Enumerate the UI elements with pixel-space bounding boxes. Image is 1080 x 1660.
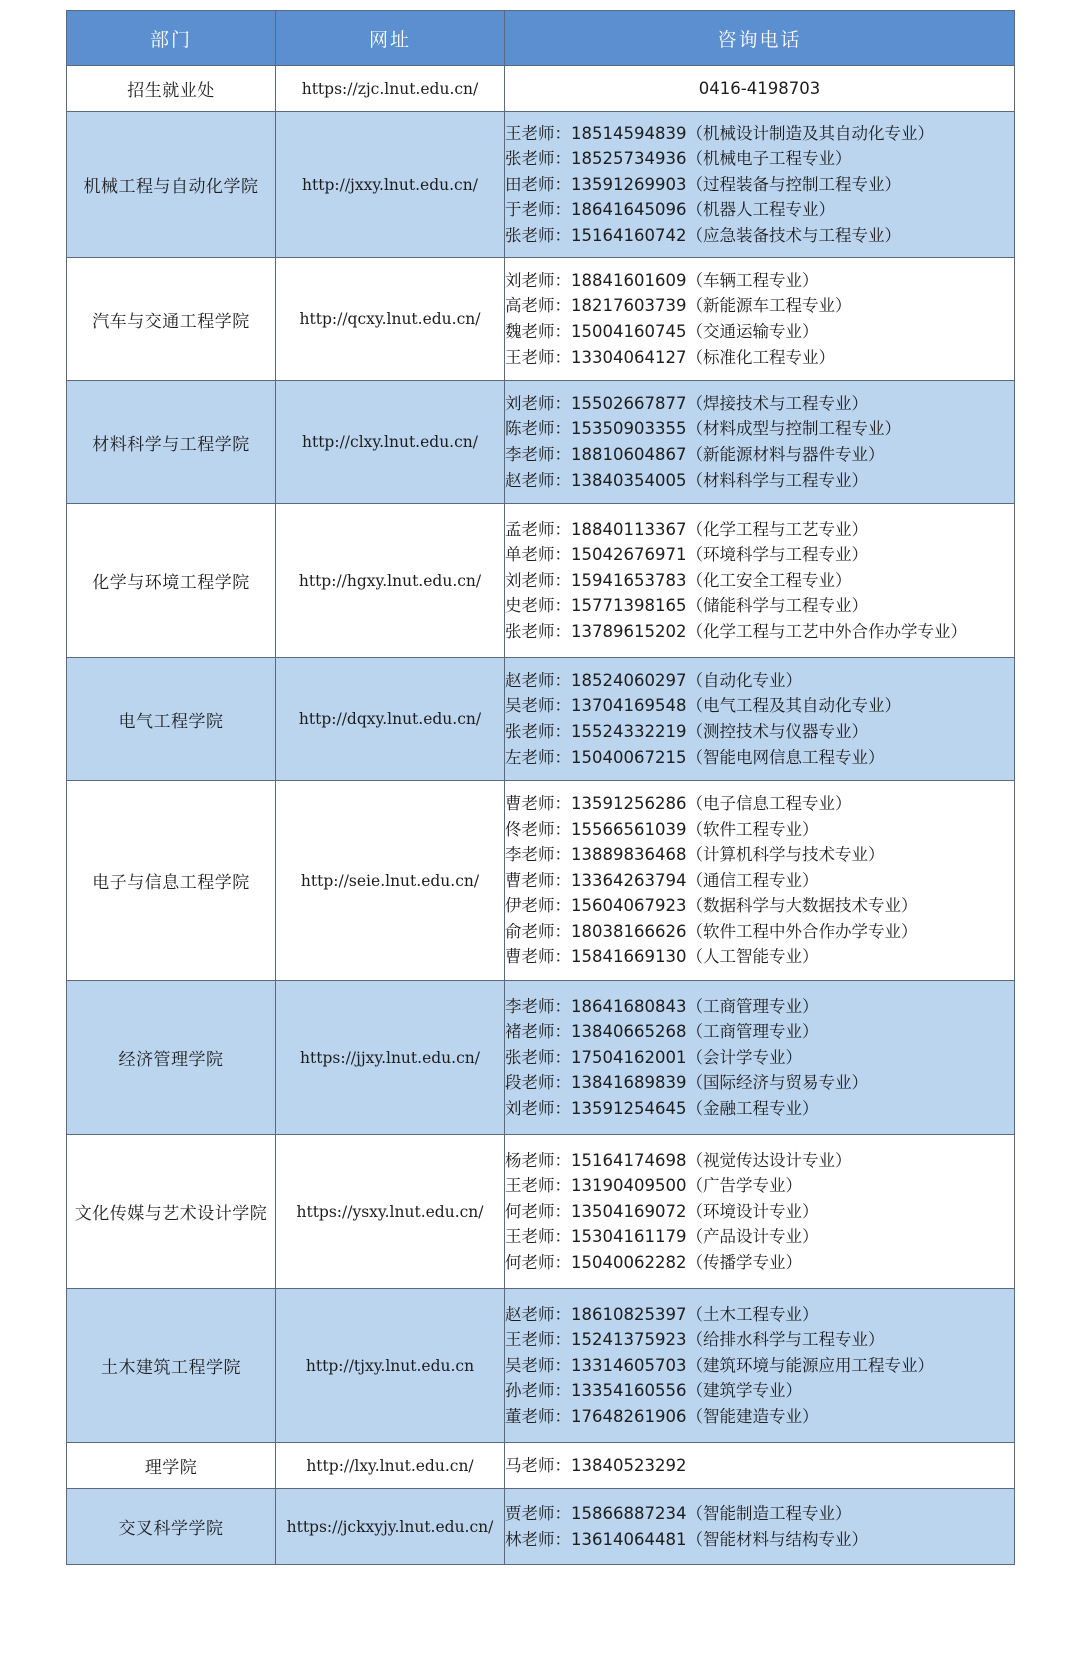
dept-cell: 招生就业处 bbox=[67, 66, 276, 112]
table-row bbox=[67, 1135, 1015, 1289]
phone-cell bbox=[505, 504, 1015, 658]
contact-line: 吴老师：13314605703（建筑环境与能源应用工程专业） bbox=[505, 1355, 934, 1375]
url-cell: http://clxy.lnut.edu.cn/ bbox=[276, 381, 505, 504]
url-cell: http://lxy.lnut.edu.cn/ bbox=[276, 1443, 505, 1489]
header-phone: 咨询电话 bbox=[505, 11, 1015, 66]
url-cell: https://zjc.lnut.edu.cn/ bbox=[276, 66, 505, 112]
table-row bbox=[67, 1443, 1015, 1489]
contact-line: 张老师：13789615202（化学工程与工艺中外合作办学专业） bbox=[505, 621, 967, 641]
contact-line: 王老师：15241375923（给排水科学与工程专业） bbox=[505, 1330, 885, 1350]
contact-line: 俞老师：18038166626（软件工程中外合作办学专业） bbox=[505, 921, 918, 941]
contact-line: 何老师：15040062282（传播学专业） bbox=[505, 1252, 802, 1272]
url-cell: http://seie.lnut.edu.cn/ bbox=[276, 781, 505, 981]
contact-line: 王老师：13190409500（广告学专业） bbox=[505, 1176, 802, 1196]
contact-line: 林老师：13614064481（智能材料与结构专业） bbox=[505, 1529, 868, 1549]
contact-line: 马老师：13840523292 bbox=[505, 1455, 687, 1475]
dept-cell: 土木建筑工程学院 bbox=[67, 1289, 276, 1443]
contact-line: 孟老师：18840113367（化学工程与工艺专业） bbox=[505, 519, 868, 539]
contact-line: 段老师：13841689839（国际经济与贸易专业） bbox=[505, 1073, 868, 1093]
contact-line: 张老师：15524332219（测控技术与仪器专业） bbox=[505, 722, 868, 741]
contact-line: 杨老师：15164174698（视觉传达设计专业） bbox=[505, 1150, 852, 1170]
contact-line: 张老师：18525734936（机械电子工程专业） bbox=[505, 149, 852, 169]
phone-cell bbox=[505, 66, 1015, 112]
contact-line: 刘老师：15941653783（化工安全工程专业） bbox=[505, 570, 852, 590]
contact-line: 贾老师：15866887234（智能制造工程专业） bbox=[505, 1503, 852, 1523]
table-row bbox=[67, 658, 1015, 781]
contact-line: 魏老师：15004160745（交通运输专业） bbox=[505, 322, 819, 341]
contact-line: 高老师：18217603739（新能源车工程专业） bbox=[505, 296, 852, 316]
url-cell: http://hgxy.lnut.edu.cn/ bbox=[276, 504, 505, 658]
table-row bbox=[67, 1289, 1015, 1443]
phone-cell bbox=[505, 1443, 1015, 1489]
table-row bbox=[67, 66, 1015, 112]
contact-line: 史老师：15771398165（储能科学与工程专业） bbox=[505, 596, 868, 616]
contact-line: 赵老师：18610825397（土木工程专业） bbox=[505, 1304, 819, 1324]
contact-line: 于老师：18641645096（机器人工程专业） bbox=[505, 200, 835, 220]
contact-line: 王老师：18514594839（机械设计制造及其自动化专业） bbox=[505, 123, 934, 143]
dept-cell: 机械工程与自动化学院 bbox=[67, 112, 276, 258]
contact-line: 赵老师：13840354005（材料科学与工程专业） bbox=[505, 470, 868, 490]
dept-cell: 化学与环境工程学院 bbox=[67, 504, 276, 658]
table-row bbox=[67, 381, 1015, 504]
phone-cell bbox=[505, 981, 1015, 1135]
url-cell: https://jjxy.lnut.edu.cn/ bbox=[276, 981, 505, 1135]
phone-cell bbox=[505, 658, 1015, 781]
contact-line: 刘老师：13591254645（金融工程专业） bbox=[505, 1098, 819, 1118]
phone-cell bbox=[505, 1489, 1015, 1565]
phone-cell bbox=[505, 1135, 1015, 1289]
dept-cell: 汽车与交通工程学院 bbox=[67, 258, 276, 381]
url-cell: https://ysxy.lnut.edu.cn/ bbox=[276, 1135, 505, 1289]
contact-line: 刘老师：18841601609（车辆工程专业） bbox=[505, 270, 819, 290]
contact-line: 左老师：15040067215（智能电网信息工程专业） bbox=[505, 747, 885, 767]
contact-line: 李老师：18641680843（工商管理专业） bbox=[505, 996, 819, 1016]
header-dept: 部门 bbox=[67, 11, 276, 66]
contact-line: 0416-4198703 bbox=[698, 78, 821, 98]
contact-line: 孙老师：13354160556（建筑学专业） bbox=[505, 1381, 802, 1401]
phone-cell bbox=[505, 258, 1015, 381]
contact-line: 王老师：15304161179（产品设计专业） bbox=[505, 1227, 819, 1247]
table-row bbox=[67, 504, 1015, 658]
url-cell: http://qcxy.lnut.edu.cn/ bbox=[276, 258, 505, 381]
contact-line: 曹老师：13591256286（电子信息工程专业） bbox=[505, 793, 852, 813]
phone-cell bbox=[505, 781, 1015, 981]
dept-cell: 经济管理学院 bbox=[67, 981, 276, 1135]
contact-line: 佟老师：15566561039（软件工程专业） bbox=[505, 819, 819, 839]
phone-cell bbox=[505, 1289, 1015, 1443]
contact-line: 曹老师：13364263794（通信工程专业） bbox=[505, 870, 819, 890]
table-header-row bbox=[67, 11, 1015, 66]
url-cell: https://jckxyjy.lnut.edu.cn/ bbox=[276, 1489, 505, 1565]
contact-line: 褚老师：13840665268（工商管理专业） bbox=[505, 1022, 819, 1042]
contact-line: 刘老师：15502667877（焊接技术与工程专业） bbox=[505, 393, 868, 413]
url-cell: http://jxxy.lnut.edu.cn/ bbox=[276, 112, 505, 258]
contact-line: 赵老师：18524060297（自动化专业） bbox=[505, 670, 802, 690]
contact-line: 李老师：13889836468（计算机科学与技术专业） bbox=[505, 845, 885, 865]
table-row bbox=[67, 112, 1015, 258]
url-cell: http://dqxy.lnut.edu.cn/ bbox=[276, 658, 505, 781]
contact-line: 李老师：18810604867（新能源材料与器件专业） bbox=[505, 445, 885, 464]
contact-line: 田老师：13591269903（过程装备与控制工程专业） bbox=[505, 174, 901, 194]
table-row bbox=[67, 981, 1015, 1135]
table-row bbox=[67, 258, 1015, 381]
header-url: 网址 bbox=[276, 11, 505, 66]
dept-cell: 材料科学与工程学院 bbox=[67, 381, 276, 504]
contact-line: 张老师：15164160742（应急装备技术与工程专业） bbox=[505, 225, 901, 245]
contact-line: 单老师：15042676971（环境科学与工程专业） bbox=[505, 545, 868, 565]
contact-line: 陈老师：15350903355（材料成型与控制工程专业） bbox=[505, 419, 901, 439]
contact-line: 王老师：13304064127（标准化工程专业） bbox=[505, 347, 835, 367]
contact-line: 何老师：13504169072（环境设计专业） bbox=[505, 1201, 819, 1221]
dept-cell: 交叉科学学院 bbox=[67, 1489, 276, 1565]
phone-cell bbox=[505, 112, 1015, 258]
dept-cell: 理学院 bbox=[67, 1443, 276, 1489]
dept-cell: 文化传媒与艺术设计学院 bbox=[67, 1135, 276, 1289]
phone-cell bbox=[505, 381, 1015, 504]
contact-line: 伊老师：15604067923（数据科学与大数据技术专业） bbox=[505, 896, 918, 916]
contact-line: 吴老师：13704169548（电气工程及其自动化专业） bbox=[505, 696, 901, 716]
contact-line: 张老师：17504162001（会计学专业） bbox=[505, 1047, 802, 1067]
dept-cell: 电子与信息工程学院 bbox=[67, 781, 276, 981]
contact-line: 曹老师：15841669130（人工智能专业） bbox=[505, 947, 819, 967]
url-cell: http://tjxy.lnut.edu.cn bbox=[276, 1289, 505, 1443]
table-row bbox=[67, 781, 1015, 981]
dept-cell: 电气工程学院 bbox=[67, 658, 276, 781]
contact-line: 董老师：17648261906（智能建造专业） bbox=[505, 1406, 819, 1426]
table-row bbox=[67, 1489, 1015, 1565]
contact-table bbox=[66, 10, 1015, 1565]
